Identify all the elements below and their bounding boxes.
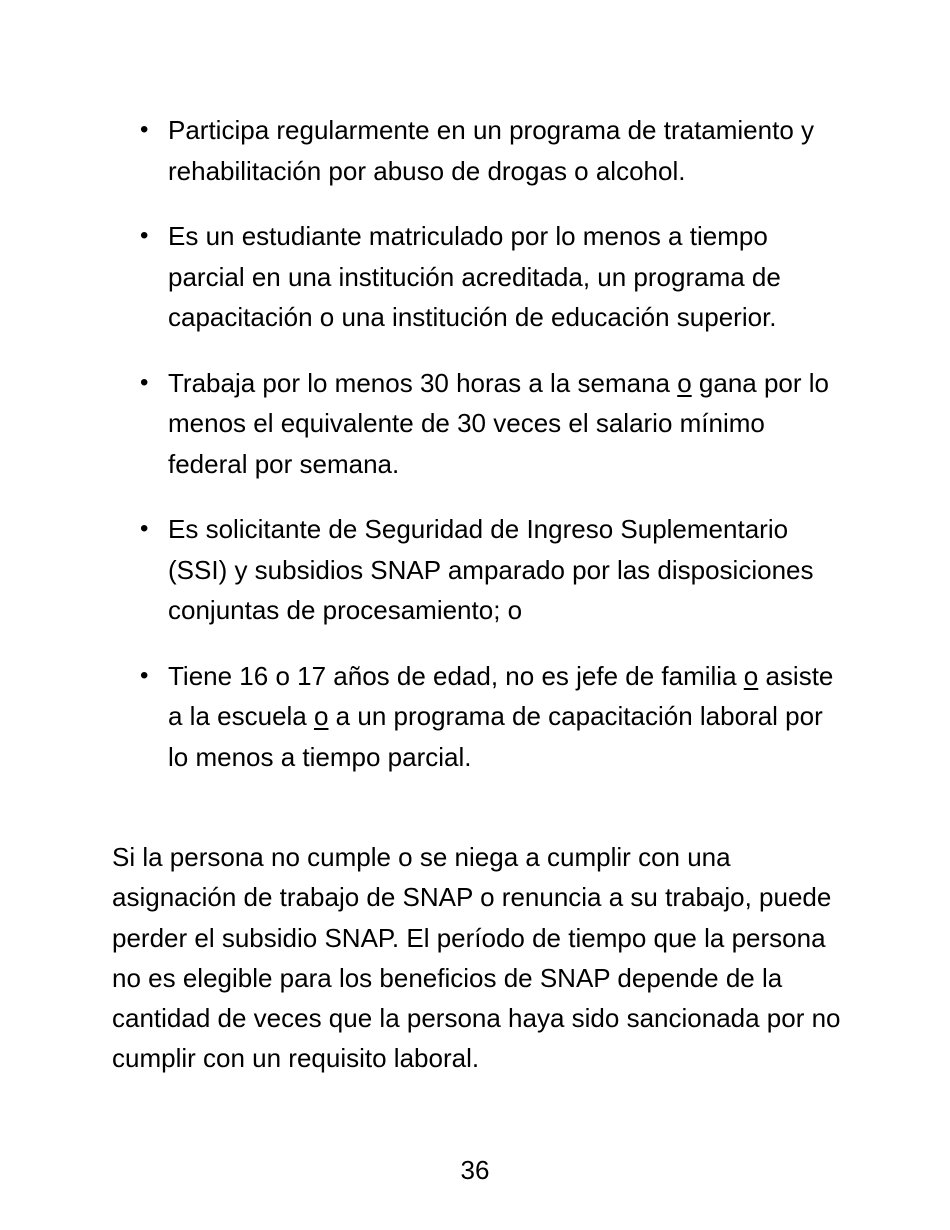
bullet-text-part: gana por lo menos el equivalente de 30 veces el salario mínimo federal por semana. xyxy=(168,367,830,479)
bullet-icon: • xyxy=(140,222,149,249)
underlined-emphasis: o xyxy=(677,367,692,398)
page-number: 36 xyxy=(460,1155,490,1185)
requirement-bullet-list xyxy=(140,110,840,802)
bullet-icon: • xyxy=(140,116,149,143)
bullet-icon: • xyxy=(140,515,149,542)
bullet-text-part: asiste a la escuela xyxy=(168,660,834,731)
bullet-text-part: Trabaja por lo menos 30 horas a la semana xyxy=(168,367,678,398)
bullet-icon: • xyxy=(140,661,149,689)
list-item xyxy=(140,110,840,191)
list-item xyxy=(140,363,840,485)
sanction-paragraph: Si la persona no cumple o se niega a cumplir con una asignación de trabajo de SNAP o renuncia a su trabajo, puede perder el subsidio SNAP. El período de tiempo que la persona no es elegible para los beneficios de SNAP depende de la cantidad de veces que la persona haya sido sancionada por no cumplir con un requisito laboral. xyxy=(112,842,841,1074)
underlined-emphasis: o xyxy=(743,660,759,691)
bullet-icon: • xyxy=(140,368,149,396)
list-item xyxy=(140,509,840,631)
bullet-text: Es solicitante de Seguridad de Ingreso Suplementario (SSI) y subsidios SNAP amparado por las disposiciones conjuntas de procesamiento; o xyxy=(168,514,814,625)
bullet-text: Participa regularmente en un programa de tratamiento y rehabilitación por abuso de drogas o alcohol. xyxy=(168,115,815,186)
list-item xyxy=(140,216,840,338)
underlined-emphasis: o xyxy=(313,701,329,731)
bullet-text-part: a un programa de capacitación laboral por lo menos a tiempo parcial. xyxy=(168,701,823,772)
bullet-text-part: Tiene 16 o 17 años de edad, no es jefe de familia xyxy=(168,660,744,691)
bullet-text: Es un estudiante matriculado por lo menos a tiempo parcial en una institución acreditada, un programa de capacitación o una institución de educación superior. xyxy=(168,221,781,332)
list-item xyxy=(140,656,840,778)
